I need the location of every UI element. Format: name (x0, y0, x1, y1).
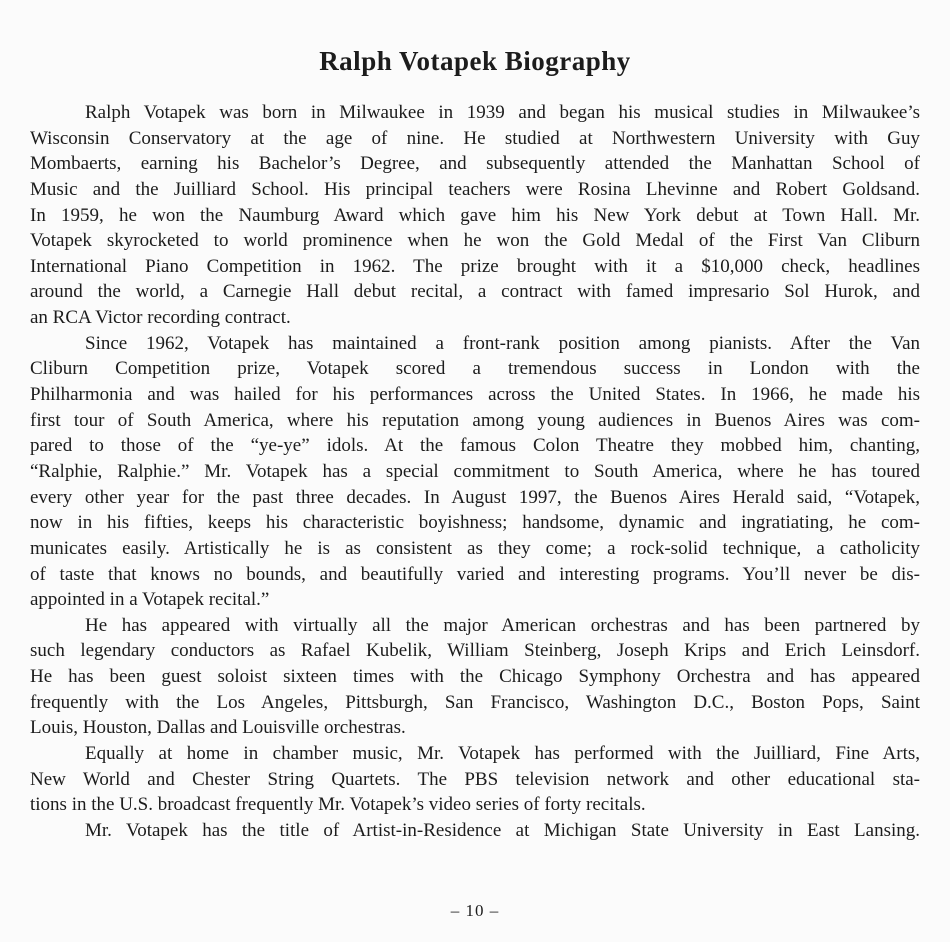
text-line: Votapek skyrocketed to world prominence when he won the Gold Medal of the First Van Cliburn (30, 230, 920, 252)
paragraph (30, 818, 920, 844)
text-line: He has appeared with virtually all the major American orchestras and has been partnered by (85, 614, 920, 636)
text-line: tions in the U.S. broadcast frequently Mr. Votapek’s video series of forty recitals. (30, 794, 646, 816)
text-line: first tour of South America, where his reputation among young audiences in Buenos Aires was com- (30, 409, 920, 431)
text-line: an RCA Victor recording contract. (30, 307, 291, 329)
paragraph (30, 741, 920, 818)
text-line: such legendary conductors as Rafael Kubelik, William Steinberg, Joseph Krips and Erich Leinsdorf. (30, 640, 920, 662)
paragraph (30, 100, 920, 331)
text-line: every other year for the past three decades. In August 1997, the Buenos Aires Herald said, “Votapek, (30, 486, 920, 508)
text-line: Philharmonia and was hailed for his performances across the United States. In 1966, he made his (30, 384, 920, 406)
text-line: frequently with the Los Angeles, Pittsburgh, San Francisco, Washington D.C., Boston Pops, Saint (30, 691, 920, 713)
paragraph (30, 331, 920, 613)
text-line: Cliburn Competition prize, Votapek scored a tremendous success in London with the (30, 358, 920, 380)
text-line: New World and Chester String Quartets. The PBS television network and other educational sta- (30, 768, 920, 790)
text-line: In 1959, he won the Naumburg Award which gave him his New York debut at Town Hall. Mr. (30, 204, 920, 226)
paragraph (30, 613, 920, 741)
text-line: He has been guest soloist sixteen times with the Chicago Symphony Orchestra and has appeared (30, 666, 920, 688)
text-line: “Ralphie, Ralphie.” Mr. Votapek has a special commitment to South America, where he has toured (30, 460, 920, 482)
text-line: municates easily. Artistically he is as consistent as they come; a rock-solid technique, a catholicity (30, 537, 920, 559)
text-line: around the world, a Carnegie Hall debut recital, a contract with famed impresario Sol Hurok, and (30, 281, 920, 303)
text-line: Wisconsin Conservatory at the age of nine. He studied at Northwestern University with Guy (30, 127, 920, 149)
biography-text (30, 100, 920, 844)
text-line: International Piano Competition in 1962. The prize brought with it a $10,000 check, headlines (30, 255, 920, 277)
text-line: Mombaerts, earning his Bachelor’s Degree, and subsequently attended the Manhattan School of (30, 153, 920, 175)
text-line: Since 1962, Votapek has maintained a front-rank position among pianists. After the Van (85, 332, 920, 354)
text-line: of taste that knows no bounds, and beautifully varied and interesting programs. You’ll never be dis- (30, 563, 920, 585)
text-line: Equally at home in chamber music, Mr. Votapek has performed with the Juilliard, Fine Arts, (85, 743, 920, 765)
text-line: now in his fifties, keeps his characteristic boyishness; handsome, dynamic and ingratiating, he com- (30, 512, 920, 534)
text-line: pared to those of the “ye-ye” idols. At the famous Colon Theatre they mobbed him, chanting, (30, 435, 920, 457)
text-line: Mr. Votapek has the title of Artist-in-Residence at Michigan State University in East Lansing. (85, 819, 920, 841)
page-number: – 10 – (450, 901, 500, 920)
text-line: appointed in a Votapek recital.” (30, 589, 270, 611)
text-line: Louis, Houston, Dallas and Louisville orchestras. (30, 717, 406, 739)
page-title: Ralph Votapek Biography (319, 46, 631, 76)
text-line: Music and the Juilliard School. His principal teachers were Rosina Lhevinne and Robert Goldsand. (30, 178, 920, 200)
text-line: Ralph Votapek was born in Milwaukee in 1939 and began his musical studies in Milwaukee’s (85, 102, 920, 123)
